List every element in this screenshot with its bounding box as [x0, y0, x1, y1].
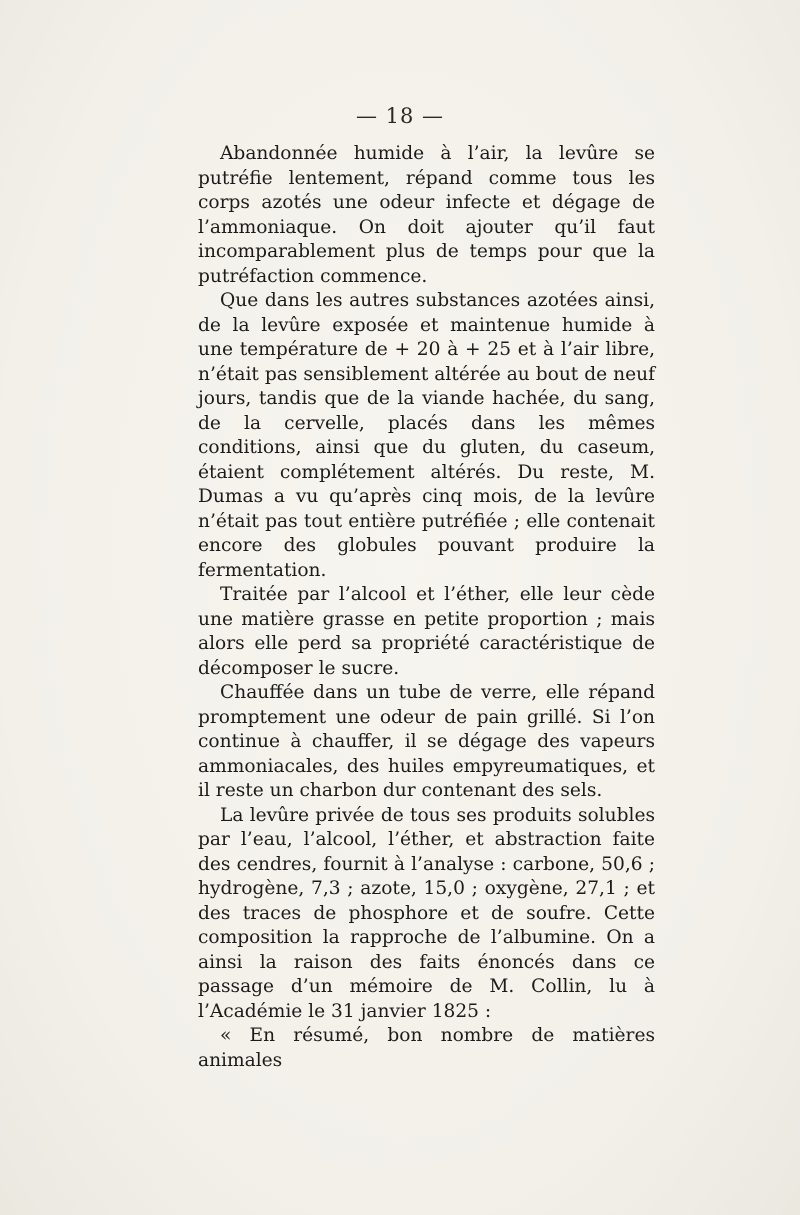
- paragraph-2: Que dans les autres substances azotées ainsi, de la levûre exposée et maintenue humide à une température de + 20 à + 25 et à l’air libre, n’était pas sensiblement altérée au bout de neuf jours, tandis que de la viande hachée, du sang, de la cervelle, placés dans les mêmes conditions, ainsi que du gluten, du caseum, étaient complétement altérés. Du reste, M. Dumas a vu qu’après cinq mois, de la levûre n’était pas tout entière putréfiée ; elle contenait encore des globules pouvant produire la fermentation.: [198, 290, 655, 581]
- paragraph-4: Chauffée dans un tube de verre, elle répand promptement une odeur de pain grillé. Si l’on continue à chauffer, il se dégage des vapeurs ammoniacales, des huiles empyreumatiques, et il reste un charbon dur contenant des sels.: [198, 682, 655, 801]
- paragraph-5: La levûre privée de tous ses produits solubles par l’eau, l’alcool, l’éther, et abstraction faite des cendres, fournit à l’analyse : carbone, 50,6 ; hydrogène, 7,3 ; azote, 15,0 ; oxygène, 27,1 ; et des traces de phosphore et de soufre. Cette composition la rapproche de l’albumine. On a ainsi la raison des faits énoncés dans ce passage d’un mémoire de M. Collin, lu à l’Académie le 31 janvier 1825 :: [198, 804, 655, 1022]
- paragraph-3: Traitée par l’alcool et l’éther, elle leur cède une matière grasse en petite proportion ; mais alors elle perd sa propriété caractéristique de décomposer le sucre.: [198, 584, 655, 679]
- page-number: — 18 —: [355, 104, 445, 128]
- body-text: [198, 142, 655, 1073]
- paragraph-6: « En résumé, bon nombre de matières animales: [198, 1025, 655, 1071]
- paragraph-1: Abandonnée humide à l’air, la levûre se putréfie lentement, répand comme tous les corps azotés une odeur infecte et dégage de l’ammoniaque. On doit ajouter qu’il faut incomparablement plus de temps pour que la putréfaction commence.: [198, 143, 655, 287]
